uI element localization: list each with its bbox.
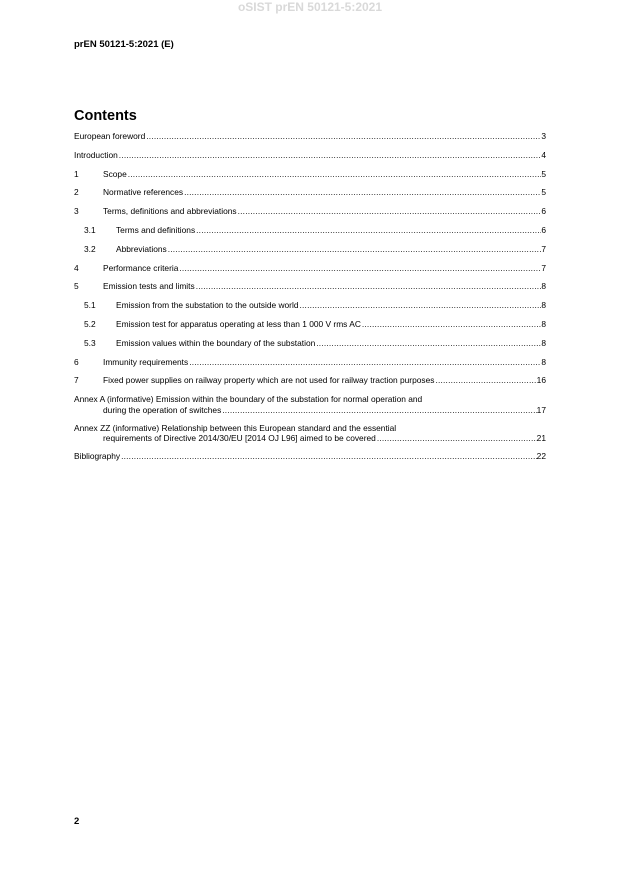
leader-dots (299, 300, 541, 310)
contents-heading: Contents (74, 108, 137, 124)
toc-number: 1 (74, 168, 79, 179)
toc-entry-5[interactable] (74, 281, 546, 291)
toc-entry-2[interactable] (74, 187, 546, 197)
toc-title-line-2: during the operation of switches (103, 404, 222, 415)
watermark: oSIST prEN 50121-5:2021 (237, 0, 383, 14)
toc-number: 4 (74, 262, 79, 273)
toc-title: Immunity requirements (103, 356, 189, 367)
leader-dots (146, 131, 541, 141)
leader-dots (435, 375, 536, 385)
toc-title: Bibliography (74, 450, 121, 461)
leader-dots (377, 433, 537, 443)
toc-title: Performance criteria (103, 262, 179, 273)
toc-entry-annex-a[interactable] (74, 394, 546, 415)
toc-page: 8 (541, 356, 546, 367)
toc-page: 17 (536, 404, 546, 415)
toc-title-line-1: Annex ZZ (informative) Relationship between this European standard and the essential (74, 422, 397, 433)
toc-page: 21 (536, 432, 546, 443)
toc-page: 5 (541, 168, 546, 179)
leader-dots (238, 206, 542, 216)
toc-title: Abbreviations (116, 243, 167, 254)
toc-number: 7 (74, 375, 79, 386)
toc-entry-5-3[interactable] (74, 338, 546, 348)
toc-title: Terms, definitions and abbreviations (103, 206, 237, 217)
leader-dots (362, 319, 541, 329)
toc-entry-5-2[interactable] (74, 319, 546, 329)
toc-page: 7 (541, 243, 546, 254)
leader-dots (168, 244, 542, 254)
toc-entry-5-1[interactable] (74, 300, 546, 310)
toc-entry-3-2[interactable] (74, 244, 546, 254)
toc-entry-6[interactable] (74, 357, 546, 367)
toc-page: 8 (541, 337, 546, 348)
toc-page: 4 (541, 149, 546, 160)
toc-number: 5.2 (84, 318, 96, 329)
toc-page: 6 (541, 224, 546, 235)
toc-number: 3 (74, 206, 79, 217)
toc-number: 5.1 (84, 300, 96, 311)
leader-dots (184, 187, 541, 197)
toc-number: 5 (74, 281, 79, 292)
toc-title: Emission values within the boundary of the substation (116, 337, 316, 348)
leader-dots (196, 225, 541, 235)
toc-page: 22 (536, 450, 546, 461)
toc-page: 6 (541, 206, 546, 217)
toc-number: 5.3 (84, 337, 96, 348)
toc-entry-7[interactable] (74, 375, 546, 385)
leader-dots (121, 451, 537, 461)
leader-dots (196, 281, 542, 291)
toc-page: 16 (536, 375, 546, 386)
toc-title: Terms and definitions (116, 224, 196, 235)
leader-dots (179, 263, 541, 273)
toc-page: 5 (541, 187, 546, 198)
toc-page: 8 (541, 281, 546, 292)
toc-page: 3 (541, 131, 546, 141)
toc-entry-annex-zz[interactable] (74, 423, 546, 444)
toc-entry-introduction[interactable] (74, 150, 546, 160)
toc-entry-3-1[interactable] (74, 225, 546, 235)
toc-title-line-1: Annex A (informative) Emission within the boundary of the substation for normal operation and (74, 394, 423, 405)
page-number: 2 (74, 816, 80, 827)
toc-entry-european-foreword[interactable] (74, 131, 546, 141)
toc-entry-1[interactable] (74, 169, 546, 179)
toc-number: 3.1 (84, 224, 96, 235)
toc-entry-4[interactable] (74, 263, 546, 273)
toc-entry-bibliography[interactable] (74, 451, 546, 461)
table-of-contents (74, 131, 546, 470)
leader-dots (222, 405, 536, 415)
leader-dots (119, 150, 542, 160)
toc-title: Scope (103, 168, 127, 179)
toc-title: Introduction (74, 149, 118, 160)
toc-number: 3.2 (84, 243, 96, 254)
toc-page: 7 (541, 262, 546, 273)
document-reference: prEN 50121-5:2021 (E) (74, 39, 174, 50)
leader-dots (189, 357, 541, 367)
toc-entry-3[interactable] (74, 206, 546, 216)
toc-title: European foreword (74, 131, 146, 141)
leader-dots (128, 169, 542, 179)
toc-title: Emission from the substation to the outside world (116, 300, 299, 311)
toc-number: 2 (74, 187, 79, 198)
toc-title-line-2: requirements of Directive 2014/30/EU [2014 OJ L96] aimed to be covered (103, 432, 376, 443)
toc-number: 6 (74, 356, 79, 367)
toc-page: 8 (541, 318, 546, 329)
toc-page: 8 (541, 300, 546, 311)
toc-title: Emission test for apparatus operating at less than 1 000 V rms AC (116, 318, 361, 329)
toc-title: Emission tests and limits (103, 281, 195, 292)
leader-dots (316, 338, 541, 348)
toc-title: Normative references (103, 187, 184, 198)
toc-title: Fixed power supplies on railway property which are not used for railway traction purposes (103, 375, 435, 386)
